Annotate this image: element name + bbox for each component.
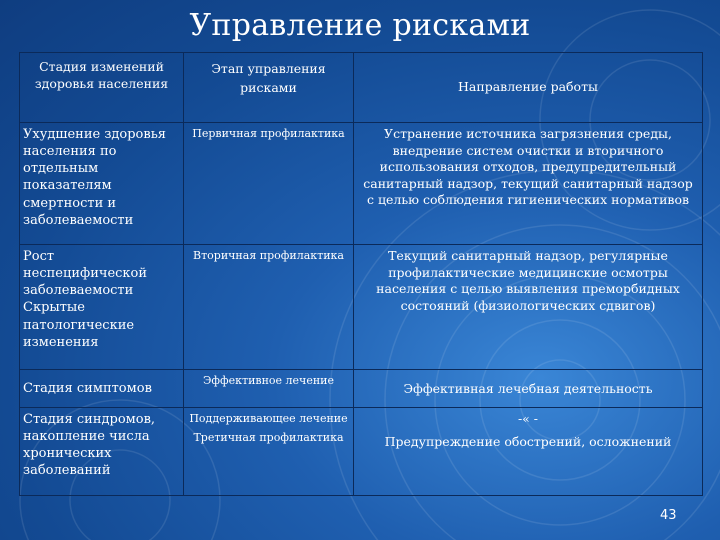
row-step-extra: Третичная профилактика [193, 430, 344, 444]
table-row [20, 370, 703, 408]
header-step: Этап управления рисками [184, 53, 354, 123]
row-direction-cell [354, 408, 703, 496]
row-direction: Эффективная лечебная деятельность [354, 370, 703, 408]
header-stage: Стадия изменений здоровья населения [20, 53, 184, 123]
page-number: 43 [660, 508, 677, 523]
row-direction: Текущий санитарный надзор, регулярные профилактические медицинские осмотры населения с целью выявления преморбидных состояний (физиологических сдвигов) [354, 245, 703, 370]
row-stage: Рост неспецифической заболеваемости Скрытые патологические изменения [20, 245, 184, 370]
row-step: Вторичная профилактика [184, 245, 354, 370]
row-step-cell [184, 408, 354, 496]
row-step: Первичная профилактика [184, 123, 354, 245]
table-row [20, 123, 703, 245]
row-direction: Предупреждение обострений, осложнений [384, 433, 672, 449]
row-stage: Стадия синдромов, накопление числа хронических заболеваний [20, 408, 184, 496]
table-row [20, 245, 703, 370]
header-direction: Направление работы [354, 53, 703, 123]
row-stage: Стадия симптомов [20, 370, 184, 408]
page-title: Управление рисками [189, 8, 531, 43]
row-direction: Устранение источника загрязнения среды, внедрение систем очистки и вторичного использования отходов, предупредительный санитарный надзор, текущий санитарный надзор с целью соблюдения гигиенических нормативов [354, 123, 703, 245]
table-header-row [20, 53, 703, 123]
table-row [20, 408, 703, 496]
row-step: Эффективное лечение [184, 370, 354, 408]
row-step: Поддерживающее лечение [189, 412, 348, 425]
row-direction-mark: -« - [517, 411, 539, 426]
risk-management-table [19, 52, 703, 496]
row-stage: Ухудшение здоровья населения по отдельным показателям смертности и заболеваемости [20, 123, 184, 245]
